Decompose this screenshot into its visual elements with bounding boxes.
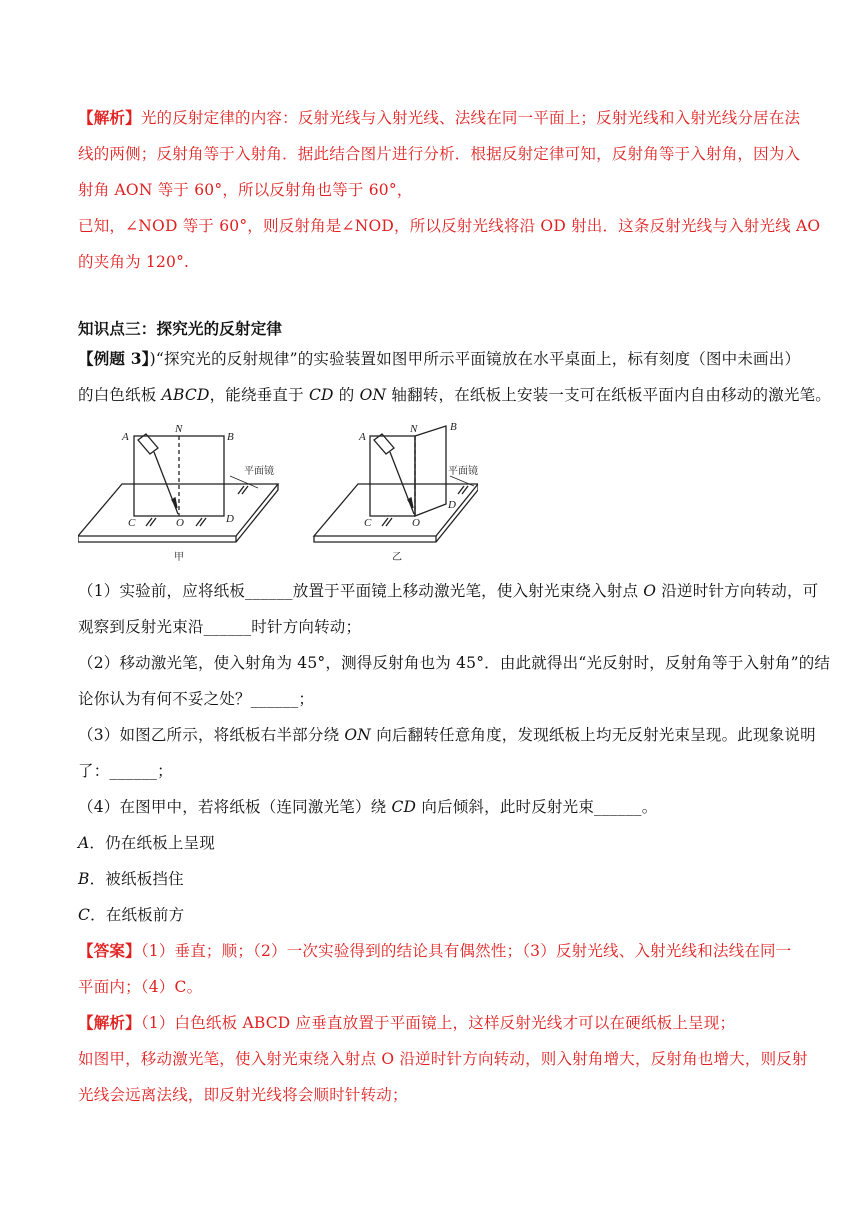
analysis-1-line-4: 已知，∠NOD 等于 60°，则反射角是∠NOD，所以反射光线将沿 OD 射出．这条反射光线与入射光线 AO xyxy=(78,217,821,235)
label-n: N xyxy=(175,423,183,435)
answer-line-1: 【答案】（1）垂直；顺；（2）一次实验得到的结论具有偶然性；（3）反射光线、入射光线和法线在同一 xyxy=(78,941,792,960)
mirror-edge xyxy=(314,484,478,542)
label-n: N xyxy=(410,423,418,435)
analysis-1-line-1: 【解析】光的反射定律的内容：反射光线与入射光线、法线在同一平面上；反射光线和入射光线分居在法 xyxy=(78,108,801,127)
label-d: D xyxy=(448,499,456,511)
question-4-line: （4）在图甲中，若将纸板（连同激光笔）绕 CD 向后倾斜，此时反射光束______。 xyxy=(78,798,658,816)
analysis-1-line-5: 的夹角为 120°. xyxy=(78,253,190,271)
question-3-line-1: （3）如图乙所示，将纸板右半部分绕 ON 向后翻转任意角度，发现纸板上均无反射光束呈现。此现象说明 xyxy=(78,726,816,744)
paper-board-right xyxy=(415,426,446,516)
label-d: D xyxy=(226,513,234,525)
caption-jia: 甲 xyxy=(174,552,184,563)
question-3-line-2: 了：______； xyxy=(78,762,173,780)
question-1-line-1: （1）实验前，应将纸板______放置于平面镜上移动激光笔，使入射光束绕入射点 O 沿逆时针方向转动，可 xyxy=(78,582,819,600)
option-b: B．被纸板挡住 xyxy=(78,870,184,888)
label-b: B xyxy=(227,431,234,443)
analysis-1-line-2: 线的两侧；反射角等于入射角．据此结合图片进行分析．根据反射定律可知，反射角等于入射角，因为入 xyxy=(78,145,801,163)
paper-board-left xyxy=(370,436,415,516)
analysis-1-line-3: 射角 AON 等于 60°，所以反射角也等于 60°， xyxy=(78,181,413,199)
question-2-line-1: （2）移动激光笔，使入射角为 45°，测得反射角也为 45°．由此就得出“光反射时，反射角等于入射角”的结 xyxy=(78,654,831,672)
laser-pen xyxy=(374,434,394,454)
label-o: O xyxy=(176,517,184,529)
analysis-tag: 【解析】 xyxy=(78,1013,141,1032)
paper-board xyxy=(134,436,224,516)
answer-line-2: 平面内；（4）C。 xyxy=(78,978,203,996)
figure-yi xyxy=(314,426,478,542)
label-c: C xyxy=(128,517,136,529)
laser-pen xyxy=(138,434,158,454)
label-b: B xyxy=(450,421,457,433)
caption-yi: 乙 xyxy=(392,552,402,563)
section-title: 知识点三：探究光的反射定律 xyxy=(78,319,283,338)
example-line-1: 【例题 3】)“探究光的反射规律”的实验装置如图甲所示平面镜放在水平桌面上，标有刻度（图中未画出） xyxy=(78,349,801,368)
option-c: C．在纸板前方 xyxy=(78,906,185,924)
analysis-2-line-2: 如图甲，移动激光笔，使入射光束绕入射点 O 沿逆时针方向转动，则入射角增大，反射角也增大，则反射 xyxy=(78,1050,808,1068)
question-1-line-2: 观察到反射光束沿______时针方向转动； xyxy=(78,618,362,636)
analysis-2-line-3: 光线会远离法线，即反射光线将会顺时针转动； xyxy=(78,1086,408,1104)
question-2-line-2: 论你认为有何不妥之处？______； xyxy=(78,690,315,708)
label-c: C xyxy=(364,517,372,529)
analysis-tag: 【解析】 xyxy=(78,108,141,127)
label-a: A xyxy=(122,431,129,443)
mirror-label: 平面镜 xyxy=(244,466,274,477)
analysis-2-line-1: 【解析】（1）白色纸板 ABCD 应垂直放置于平面镜上，这样反射光线才可以在硬纸板上呈现； xyxy=(78,1013,736,1032)
label-a: A xyxy=(359,431,366,443)
example-tag: 【例题 3】 xyxy=(78,349,150,368)
option-a: A．仍在纸板上呈现 xyxy=(78,834,216,852)
experiment-figure xyxy=(78,418,478,570)
example-line-2: 的白色纸板 ABCD，能绕垂直于 CD 的 ON 轴翻转，在纸板上安装一支可在纸板平面内自由移动的激光笔。 xyxy=(78,386,831,404)
answer-tag: 【答案】 xyxy=(78,941,141,960)
mirror-label: 平面镜 xyxy=(448,466,478,477)
label-o: O xyxy=(412,517,420,529)
